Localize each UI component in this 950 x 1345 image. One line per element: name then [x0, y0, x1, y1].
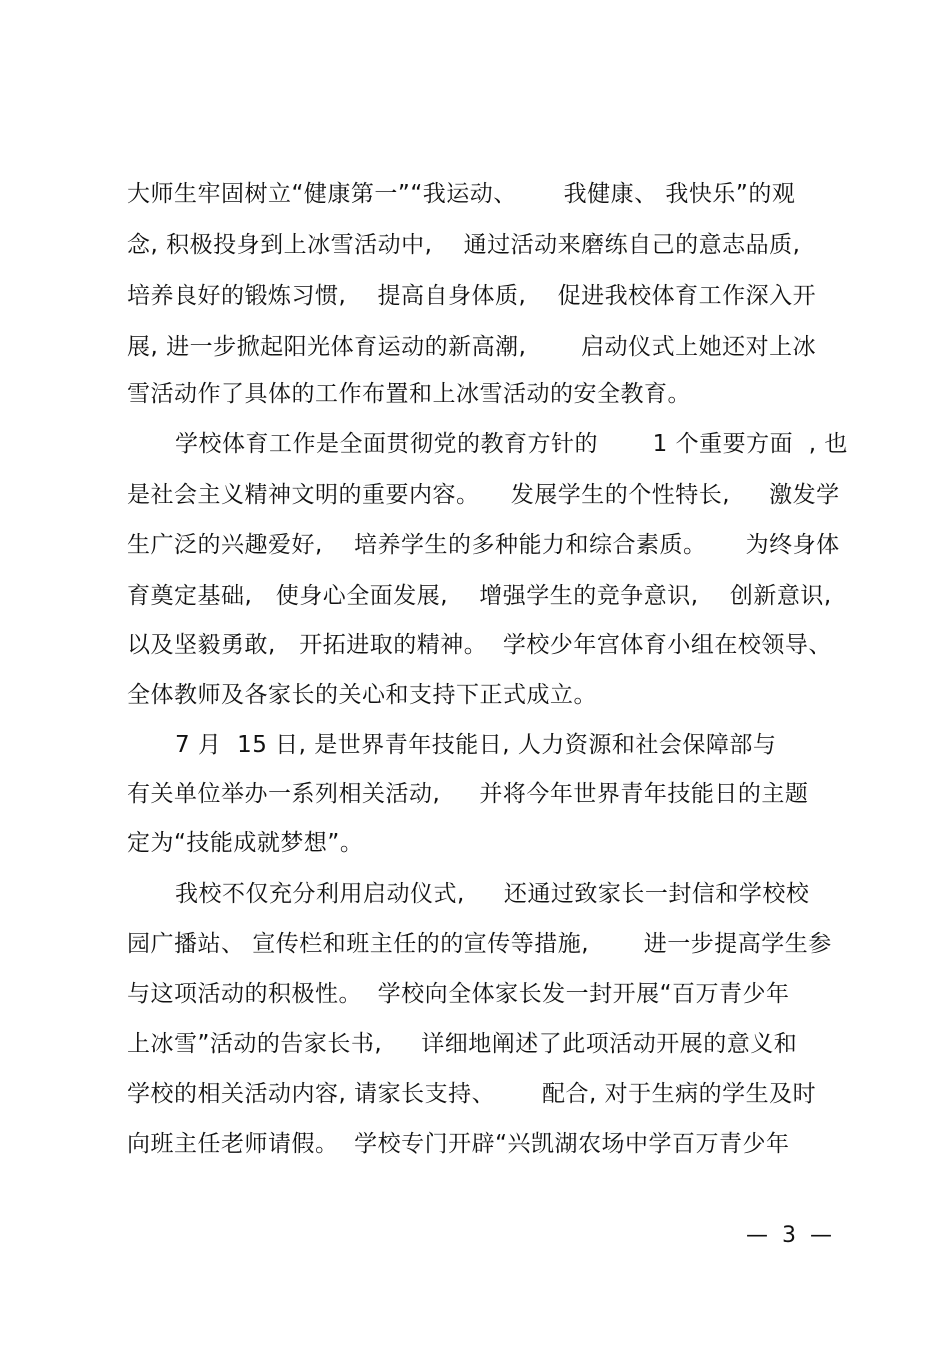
text-line: 学校的相关活动内容, 请家长支持、 配合, 对于生病的学生及时	[127, 1081, 817, 1107]
text-line: 园广播站、 宣传栏和班主任的的宣传等措施, 进一步提高学生参	[127, 931, 832, 957]
text-line: 大师生牢固树立“健康第一”“我运动、 我健康、 我快乐”的观	[127, 181, 796, 207]
text-line: 定为“技能成就梦想”。	[127, 830, 364, 856]
paragraph-first-line: 学校体育工作是全面贯彻党的教育方针的 1 个重要方面 , 也	[175, 431, 848, 457]
text-line: 向班主任老师请假。 学校专门开辟“兴凯湖农场中学百万青少年	[127, 1131, 790, 1157]
text-line: 上冰雪”活动的告家长书, 详细地阐述了此项活动开展的意义和	[127, 1031, 798, 1057]
text-line: 培养良好的锻炼习惯, 提高自身体质, 促进我校体育工作深入开	[127, 283, 817, 309]
text-line: 有关单位举办一系列相关活动, 并将今年世界青年技能日的主题	[127, 781, 809, 807]
page-number: — 3 —	[746, 1223, 832, 1248]
text-line: 全体教师及各家长的关心和支持下正式成立。	[127, 682, 597, 708]
text-line: 生广泛的兴趣爱好, 培养学生的多种能力和综合素质。 为终身体	[127, 532, 840, 558]
text-line: 展, 进一步掀起阳光体育运动的新高潮, 启动仪式上她还对上冰	[127, 334, 817, 360]
text-line: 是社会主义精神文明的重要内容。 发展学生的个性特长, 激发学	[127, 482, 840, 508]
paragraph-first-line: 7 月 15 日, 是世界青年技能日, 人力资源和社会保障部与	[175, 732, 777, 758]
text-line: 雪活动作了具体的工作布置和上冰雪活动的安全教育。	[127, 381, 691, 407]
text-line: 与这项活动的积极性。 学校向全体家长发一封开展“百万青少年	[127, 981, 790, 1007]
text-line: 念, 积极投身到上冰雪活动中, 通过活动来磨练自己的意志品质,	[127, 232, 801, 258]
text-line: 育奠定基础, 使身心全面发展, 增强学生的竞争意识, 创新意识,	[127, 583, 832, 609]
text-line: 以及坚毅勇敢, 开拓进取的精神。 学校少年宫体育小组在校领导、	[127, 632, 832, 658]
paragraph-first-line: 我校不仅充分利用启动仪式, 还通过致家长一封信和学校校	[175, 881, 810, 907]
